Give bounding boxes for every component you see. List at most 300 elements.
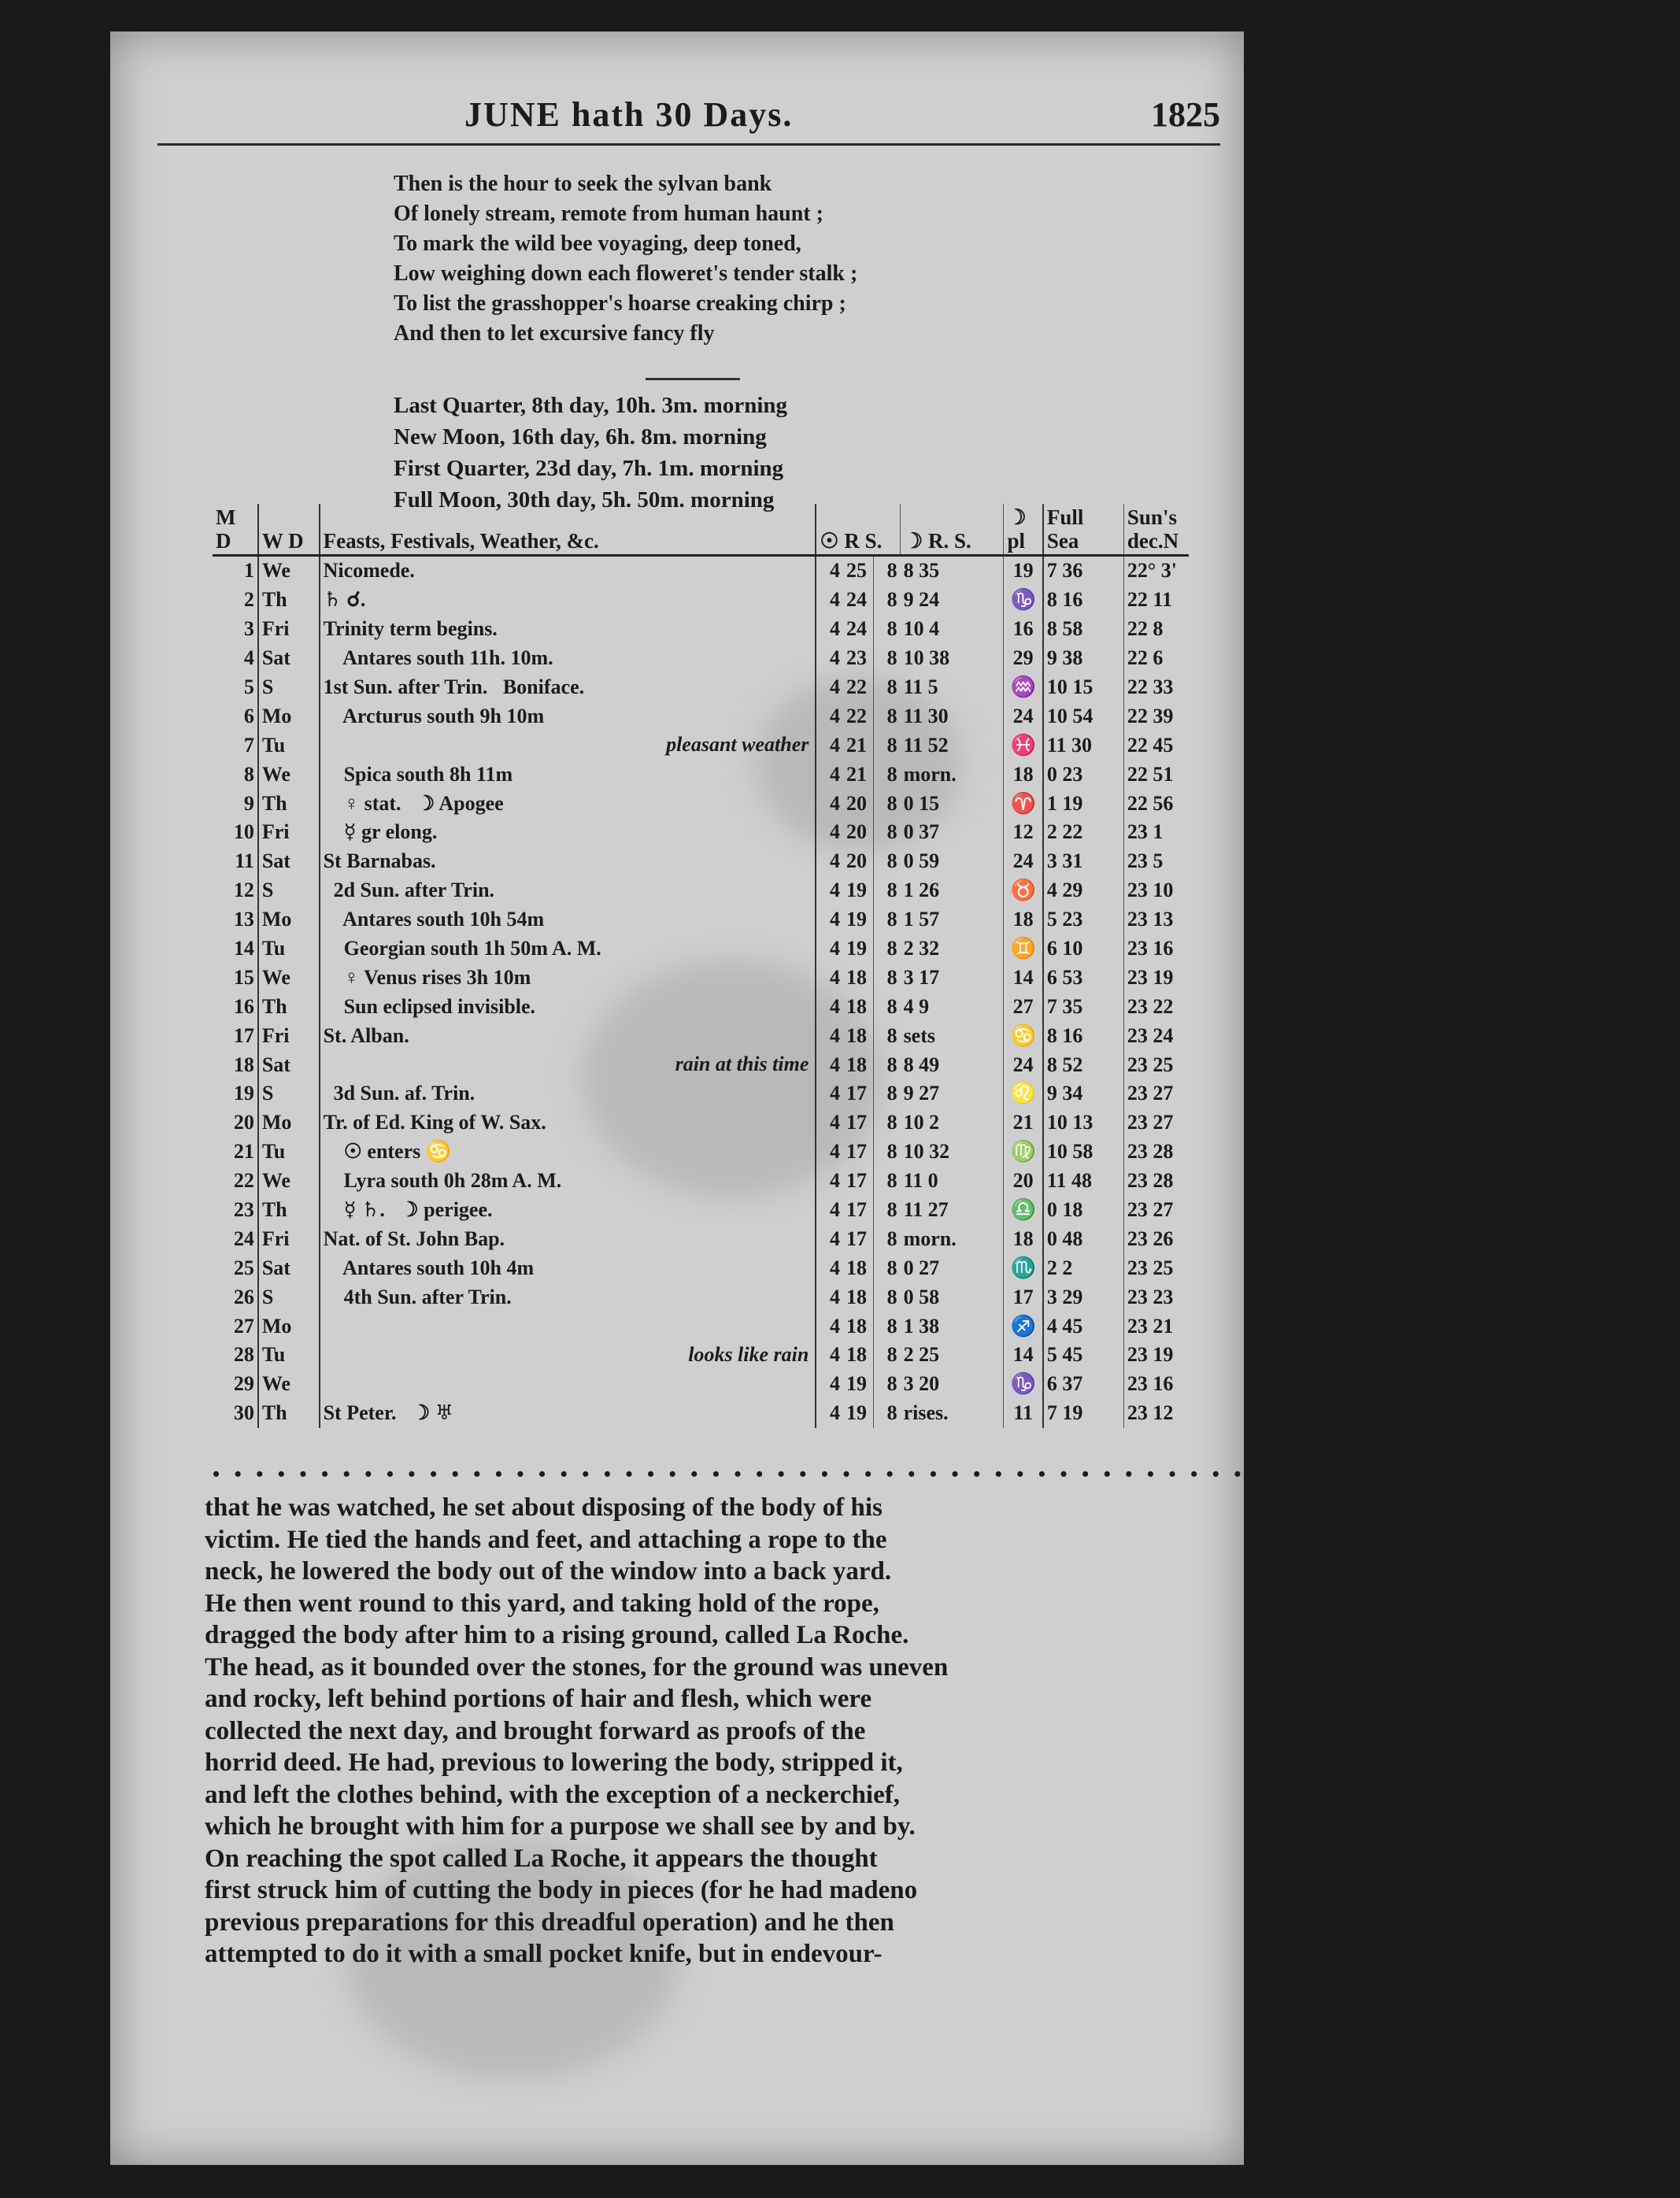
day-number: 7 [213,731,258,760]
sun-rise-min: 20 [843,789,873,818]
day-number: 19 [213,1079,258,1108]
weekday: Tu [258,1138,320,1167]
story-line: first struck him of cutting the body in pieces (for he had madeno [205,1876,918,1904]
sun-declination: 23 19 [1127,965,1174,989]
col-feasts: Feasts, Festivals, Weather, &c. [320,504,816,556]
feast-cell [320,876,816,905]
sun-declination: 23 12 [1127,1401,1174,1425]
feast-text: ☉ enters ♋ [323,1140,452,1164]
full-sea: 0 48 [1043,1224,1124,1253]
day-number: 26 [213,1282,258,1312]
sun-rise-hour: 4 [830,820,841,844]
sun-rise-hour: 4 [830,617,841,641]
table-row [213,760,1189,789]
sun-declination: 22 33 [1127,675,1174,698]
moon-rise-set: 8 49 [901,1050,1004,1079]
weekday: Mo [258,1108,320,1138]
sun-rise-hour: 4 [830,791,841,815]
sun-rise-min: 18 [843,963,873,992]
table-row [213,1050,1189,1079]
sun-set-hour: 8 [886,1401,897,1425]
weekday: Tu [258,934,320,964]
weekday: We [258,1370,320,1399]
moon-place: ♉ [1004,876,1043,905]
day-number: 14 [213,934,258,964]
poem-line: And then to let excursive fancy fly [394,321,715,346]
sun-declination: 22 8 [1127,617,1164,641]
moon-place: 24 [1004,847,1043,876]
feast-cell [320,1167,816,1196]
weekday: Mo [258,701,320,731]
moon-place: ♐ [1004,1312,1043,1341]
table-row [213,934,1189,964]
moon-place: 27 [1004,992,1043,1021]
sun-declination: 23 22 [1127,994,1174,1018]
sun-rise-hour: 4 [830,1285,841,1308]
full-sea: 7 19 [1043,1399,1124,1428]
sun-set-hour: 8 [886,1314,897,1338]
full-sea: 10 58 [1043,1138,1124,1167]
feast-text: Georgian south 1h 50m A. M. [323,937,601,960]
sun-rise-min: 17 [843,1108,873,1138]
story-line: The head, as it bounded over the stones, for the ground was uneven [205,1652,949,1682]
day-number: 24 [213,1224,258,1253]
story-line: horrid deed. He had, previous to lowering the body, stripped it, [205,1748,903,1777]
day-number: 27 [213,1312,258,1341]
moon-place: 21 [1004,1108,1043,1138]
sun-rise-min: 24 [843,615,873,644]
sun-set-hour: 8 [886,937,897,960]
moon-rise-set: 0 15 [901,789,1004,818]
sun-set-hour: 8 [886,1343,897,1367]
sun-rise-hour: 4 [830,1111,841,1134]
table-row [213,1167,1189,1196]
moon-rise-set: 11 30 [901,701,1004,731]
weekday: Tu [258,731,320,760]
sun-rise-min: 19 [843,1370,873,1399]
poem-line: Low weighing down each floweret's tender stalk ; [394,261,858,286]
feast-cell [320,673,816,702]
sun-declination: 23 25 [1127,1053,1174,1076]
feast-text: ☿ ♄. ☽ perigee. [323,1198,493,1222]
sun-rise-min: 17 [843,1167,873,1196]
feast-cell [320,992,816,1021]
weekday: We [258,556,320,586]
sun-set-hour: 8 [886,1082,897,1105]
story-text [205,1492,1181,1970]
sun-set-hour: 8 [886,1140,897,1164]
day-number: 13 [213,905,258,934]
feast-cell [320,760,816,789]
page-title: JUNE hath 30 Days. [464,95,794,134]
sun-rise-hour: 4 [830,646,841,670]
moon-rise-set: 1 26 [901,876,1004,905]
sun-rise-min: 21 [843,731,873,760]
feast-text: Nat. of St. John Bap. [323,1227,505,1250]
day-number: 25 [213,1253,258,1282]
sun-declination: 23 16 [1127,1372,1174,1396]
weekday: Sat [258,847,320,876]
story-line: dragged the body after him to a rising ground, called La Roche. [205,1621,909,1649]
story-line: On reaching the spot called La Roche, it appears the thought [205,1844,878,1873]
weekday: Fri [258,1021,320,1050]
sun-rise-min: 17 [843,1138,873,1167]
moon-rise-set: 11 0 [901,1167,1004,1196]
full-sea: 8 16 [1043,586,1124,615]
table-row [213,963,1189,992]
sun-rise-hour: 4 [830,1227,841,1250]
day-number: 16 [213,992,258,1021]
sun-declination: 23 24 [1127,1023,1174,1047]
table-row [213,992,1189,1021]
feast-text: 2d Sun. after Trin. [323,879,495,902]
feast-cell [320,1370,816,1399]
sun-rise-hour: 4 [830,675,841,698]
day-number: 15 [213,963,258,992]
sun-rise-hour: 4 [830,1169,841,1193]
sun-declination: 22 45 [1127,733,1174,757]
weekday: We [258,963,320,992]
weekday: S [258,876,320,905]
sun-declination: 23 28 [1127,1169,1174,1193]
poem-line: To list the grasshopper's hoarse creaking chirp ; [394,291,846,316]
weekday: S [258,1282,320,1312]
full-sea: 8 52 [1043,1050,1124,1079]
sun-set-hour: 8 [886,791,897,815]
sun-declination: 23 19 [1127,1343,1174,1367]
moon-place: 18 [1004,1224,1043,1253]
sun-set-hour: 8 [886,704,897,727]
day-number: 2 [213,586,258,615]
feast-cell [320,1050,816,1079]
full-sea: 10 13 [1043,1108,1124,1138]
story-line: neck, he lowered the body out of the window into a back yard. [205,1557,892,1586]
weather-note: rain at this time [675,1053,809,1076]
moon-place: 14 [1004,1341,1043,1370]
poem-line: To mark the wild bee voyaging, deep toned, [394,231,801,256]
full-sea: 9 38 [1043,644,1124,673]
dotted-separator: • • • • • • • • • • • • • • • • • • • • • • • • • • • • • • • • • • • • • • • • • • • • • • • • • • • • • • • • • • • • • • • • • • • • [213,1463,1680,1486]
table-row [213,1224,1189,1253]
moon-rise-set: sets [901,1021,1004,1050]
story-line: and left the clothes behind, with the exception of a neckerchief, [205,1780,900,1809]
table-row [213,586,1189,615]
col-week-day: W D [258,504,320,556]
day-number: 21 [213,1138,258,1167]
weekday: We [258,760,320,789]
story-line: He then went round to this yard, and taking hold of the rope, [205,1589,879,1618]
feast-text: St Barnabas. [323,849,436,873]
moon-place: ♎ [1004,1196,1043,1225]
table-row [213,1138,1189,1167]
table-row [213,701,1189,731]
story-line: previous preparations for this dreadful operation) and he then [205,1908,894,1937]
moon-place: 18 [1004,905,1043,934]
sun-rise-hour: 4 [830,1023,841,1047]
moon-phase: Last Quarter, 8th day, 10h. 3m. morning [394,393,788,418]
moon-place: 16 [1004,615,1043,644]
weekday: Tu [258,1341,320,1370]
feast-text: Sun eclipsed invisible. [323,994,536,1018]
weekday: Fri [258,818,320,847]
weekday: Sat [258,1253,320,1282]
day-number: 6 [213,701,258,731]
table-row [213,556,1189,586]
moon-place: 19 [1004,556,1043,586]
full-sea: 7 36 [1043,556,1124,586]
sun-set-hour: 8 [886,1023,897,1047]
day-number: 18 [213,1050,258,1079]
feast-text: ♀ stat. ☽ Apogee [323,791,504,815]
moon-place: ♋ [1004,1021,1043,1050]
moon-place: ♍ [1004,1138,1043,1167]
table-row [213,673,1189,702]
sun-set-hour: 8 [886,588,897,612]
feast-cell [320,701,816,731]
moon-place: ♓ [1004,731,1043,760]
sun-rise-min: 18 [843,1050,873,1079]
weather-note: pleasant weather [666,733,809,757]
col-month-day: M D [213,504,258,556]
weekday: Mo [258,1312,320,1341]
full-sea: 11 30 [1043,731,1124,760]
sun-rise-hour: 4 [830,1140,841,1164]
feast-cell [320,1253,816,1282]
moon-phase: New Moon, 16th day, 6h. 8m. morning [394,424,767,450]
moon-place: 11 [1004,1399,1043,1428]
day-number: 9 [213,789,258,818]
feast-cell [320,615,816,644]
table-header-row [213,504,1189,556]
sun-declination: 23 10 [1127,879,1174,902]
sun-declination: 23 5 [1127,849,1164,873]
sun-rise-min: 18 [843,1312,873,1341]
moon-rise-set: 3 20 [901,1370,1004,1399]
table-row [213,847,1189,876]
sun-rise-min: 19 [843,934,873,964]
moon-rise-set: 4 9 [901,992,1004,1021]
full-sea: 10 54 [1043,701,1124,731]
sun-declination: 22 39 [1127,704,1174,727]
feast-cell [320,731,816,760]
feast-cell [320,847,816,876]
full-sea: 8 58 [1043,615,1124,644]
table-row [213,1021,1189,1050]
sun-set-hour: 8 [886,908,897,931]
moon-place: 12 [1004,818,1043,847]
table-row [213,1282,1189,1312]
full-sea: 4 45 [1043,1312,1124,1341]
weekday: Th [258,1399,320,1428]
table-row [213,818,1189,847]
feast-text: Spica south 8h 11m [323,762,513,786]
table-row [213,644,1189,673]
moon-place: ♈ [1004,789,1043,818]
day-number: 29 [213,1370,258,1399]
sun-declination: 22 6 [1127,646,1164,670]
poem-line: Of lonely stream, remote from human haunt ; [394,202,823,226]
moon-place: 20 [1004,1167,1043,1196]
page-year: 1825 [1151,95,1220,134]
sun-rise-min: 23 [843,644,873,673]
feast-text: Arcturus south 9h 10m [323,704,545,727]
moon-rise-set: 0 59 [901,847,1004,876]
sun-declination: 23 27 [1127,1198,1174,1222]
full-sea: 8 16 [1043,1021,1124,1050]
feast-cell [320,1108,816,1138]
moon-rise-set: 0 27 [901,1253,1004,1282]
sun-set-hour: 8 [886,1372,897,1396]
day-number: 3 [213,615,258,644]
feast-text: ♀ Venus rises 3h 10m [323,965,531,989]
sun-rise-hour: 4 [830,1256,841,1279]
day-number: 22 [213,1167,258,1196]
day-number: 30 [213,1399,258,1428]
feast-text: St Peter. ☽ ♅ [323,1401,454,1425]
weekday: S [258,1079,320,1108]
full-sea: 6 37 [1043,1370,1124,1399]
moon-rise-set: 0 58 [901,1282,1004,1312]
weekday: Th [258,586,320,615]
sun-rise-min: 17 [843,1196,873,1225]
full-sea: 2 2 [1043,1253,1124,1282]
story-line: and rocky, left behind portions of hair and flesh, which were [205,1685,872,1713]
feast-cell [320,1224,816,1253]
moon-place: ♌ [1004,1079,1043,1108]
story-line: collected the next day, and brought forward as proofs of the [205,1716,866,1745]
moon-rise-set: morn. [901,1224,1004,1253]
full-sea: 11 48 [1043,1167,1124,1196]
sun-declination: 23 21 [1127,1314,1174,1338]
sun-rise-min: 17 [843,1224,873,1253]
feast-cell [320,1399,816,1428]
sun-rise-min: 19 [843,1399,873,1428]
feast-cell [320,1312,816,1341]
table-row [213,1108,1189,1138]
sun-set-hour: 8 [886,675,897,698]
moon-place: ♑ [1004,586,1043,615]
weekday: We [258,1167,320,1196]
table-row [213,1253,1189,1282]
moon-place: 29 [1004,644,1043,673]
sun-set-hour: 8 [886,965,897,989]
table-row [213,615,1189,644]
sun-rise-hour: 4 [830,1053,841,1076]
feast-cell [320,818,816,847]
story-line: victim. He tied the hands and feet, and attaching a rope to the [205,1525,887,1554]
sun-set-hour: 8 [886,1256,897,1279]
col-moon-place: ☽ pl [1004,504,1043,556]
feast-text: ♄ ☌. [323,588,366,612]
feast-cell [320,644,816,673]
sun-rise-hour: 4 [830,879,841,902]
sun-rise-min: 22 [843,673,873,702]
sun-rise-hour: 4 [830,1314,841,1338]
moon-rise-set: 10 38 [901,644,1004,673]
almanac-page [110,31,1680,2165]
sun-rise-hour: 4 [830,1401,841,1425]
feast-cell [320,1021,816,1050]
day-number: 10 [213,818,258,847]
sun-set-hour: 8 [886,1053,897,1076]
sun-declination: 22 56 [1127,791,1174,815]
table-row [213,1341,1189,1370]
moon-place: ♑ [1004,1370,1043,1399]
sun-rise-min: 18 [843,992,873,1021]
sun-declination: 23 23 [1127,1285,1174,1308]
sun-rise-hour: 4 [830,704,841,727]
feast-cell [320,556,816,586]
moon-rise-set: morn. [901,760,1004,789]
feast-text: Lyra south 0h 28m A. M. [323,1169,562,1193]
feast-text: Antares south 10h 4m [323,1256,535,1279]
table-row [213,1370,1189,1399]
sun-rise-min: 20 [843,818,873,847]
moon-phases [394,390,787,516]
moon-rise-set: 11 5 [901,673,1004,702]
full-sea: 7 35 [1043,992,1124,1021]
story-line: which he brought with him for a purpose we shall see by and by. [205,1812,916,1841]
feast-cell [320,905,816,934]
moon-place: ♊ [1004,934,1043,964]
sun-rise-min: 19 [843,876,873,905]
moon-rise-set: 1 38 [901,1312,1004,1341]
sun-rise-hour: 4 [830,1082,841,1105]
moon-place: 18 [1004,760,1043,789]
feast-cell [320,789,816,818]
weekday: Fri [258,1224,320,1253]
col-full-sea: Full Sea [1043,504,1124,556]
sun-declination: 23 25 [1127,1256,1174,1279]
feast-cell [320,586,816,615]
moon-rise-set: 11 52 [901,731,1004,760]
sun-rise-hour: 4 [830,965,841,989]
sun-set-hour: 8 [886,617,897,641]
sun-declination: 23 27 [1127,1111,1174,1134]
sun-declination: 22 51 [1127,762,1174,786]
moon-rise-set: 2 32 [901,934,1004,964]
weekday: Fri [258,615,320,644]
weekday: Th [258,992,320,1021]
sun-rise-hour: 4 [830,849,841,873]
sun-declination: 23 26 [1127,1227,1174,1250]
feast-text: St. Alban. [323,1023,409,1047]
full-sea: 3 29 [1043,1282,1124,1312]
moon-rise-set: 0 37 [901,818,1004,847]
sun-rise-hour: 4 [830,994,841,1018]
feast-text: 3d Sun. af. Trin. [323,1082,476,1105]
sun-set-hour: 8 [886,879,897,902]
feast-text: Trinity term begins. [323,617,498,641]
sun-rise-min: 18 [843,1021,873,1050]
feast-text: Tr. of Ed. King of W. Sax. [323,1111,546,1134]
day-number: 5 [213,673,258,702]
sun-rise-min: 25 [843,556,873,586]
sun-rise-hour: 4 [830,908,841,931]
day-number: 8 [213,760,258,789]
moon-rise-set: 1 57 [901,905,1004,934]
weather-note: looks like rain [688,1343,809,1367]
sun-rise-min: 22 [843,701,873,731]
moon-rise-set: 11 27 [901,1196,1004,1225]
sun-rise-hour: 4 [830,762,841,786]
feast-cell [320,1282,816,1312]
sun-rise-hour: 4 [830,588,841,612]
day-number: 1 [213,556,258,586]
weekday: Mo [258,905,320,934]
col-sun: ☉ R S. [816,504,900,556]
moon-rise-set: 3 17 [901,963,1004,992]
